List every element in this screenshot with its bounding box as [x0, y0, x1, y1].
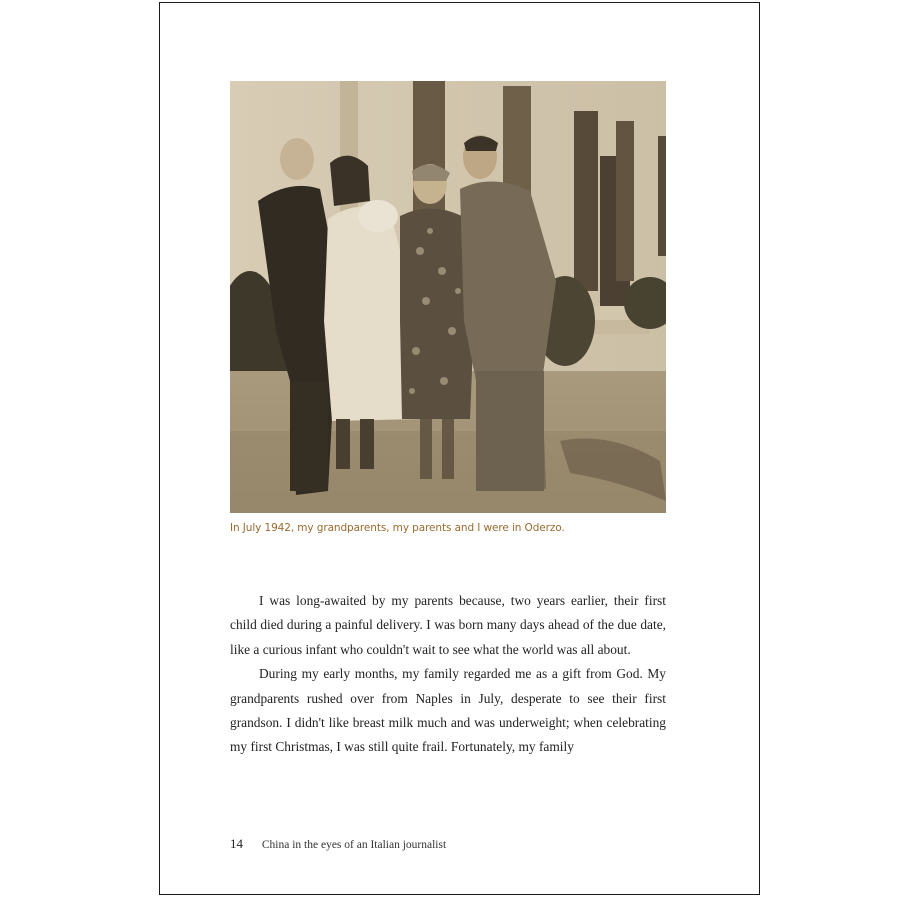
body-text: [230, 589, 666, 760]
paragraph: During my early months, my family regarded me as a gift from God. My grandparents rushed over from Naples in July, desperate to see their first grandson. I didn't like breast milk much and was underweight; when celebrating my first Christmas, I was still quite frail. Fortunately, my family: [230, 666, 666, 755]
paragraph: I was long-awaited by my parents because, two years earlier, their first child died during a painful delivery. I was born many days ahead of the due date, like a curious infant who couldn't wait to see what the world was all about.: [230, 593, 666, 657]
page-footer: [230, 836, 446, 854]
family-photograph-illustration: [230, 81, 666, 513]
running-title: China in the eyes of an Italian journalist: [261, 839, 447, 851]
page-number: 14: [230, 836, 243, 851]
photo-caption: In July 1942, my grandparents, my parents and I were in Oderzo.: [230, 522, 565, 534]
family-photograph: [230, 81, 666, 513]
book-page: [159, 2, 760, 895]
